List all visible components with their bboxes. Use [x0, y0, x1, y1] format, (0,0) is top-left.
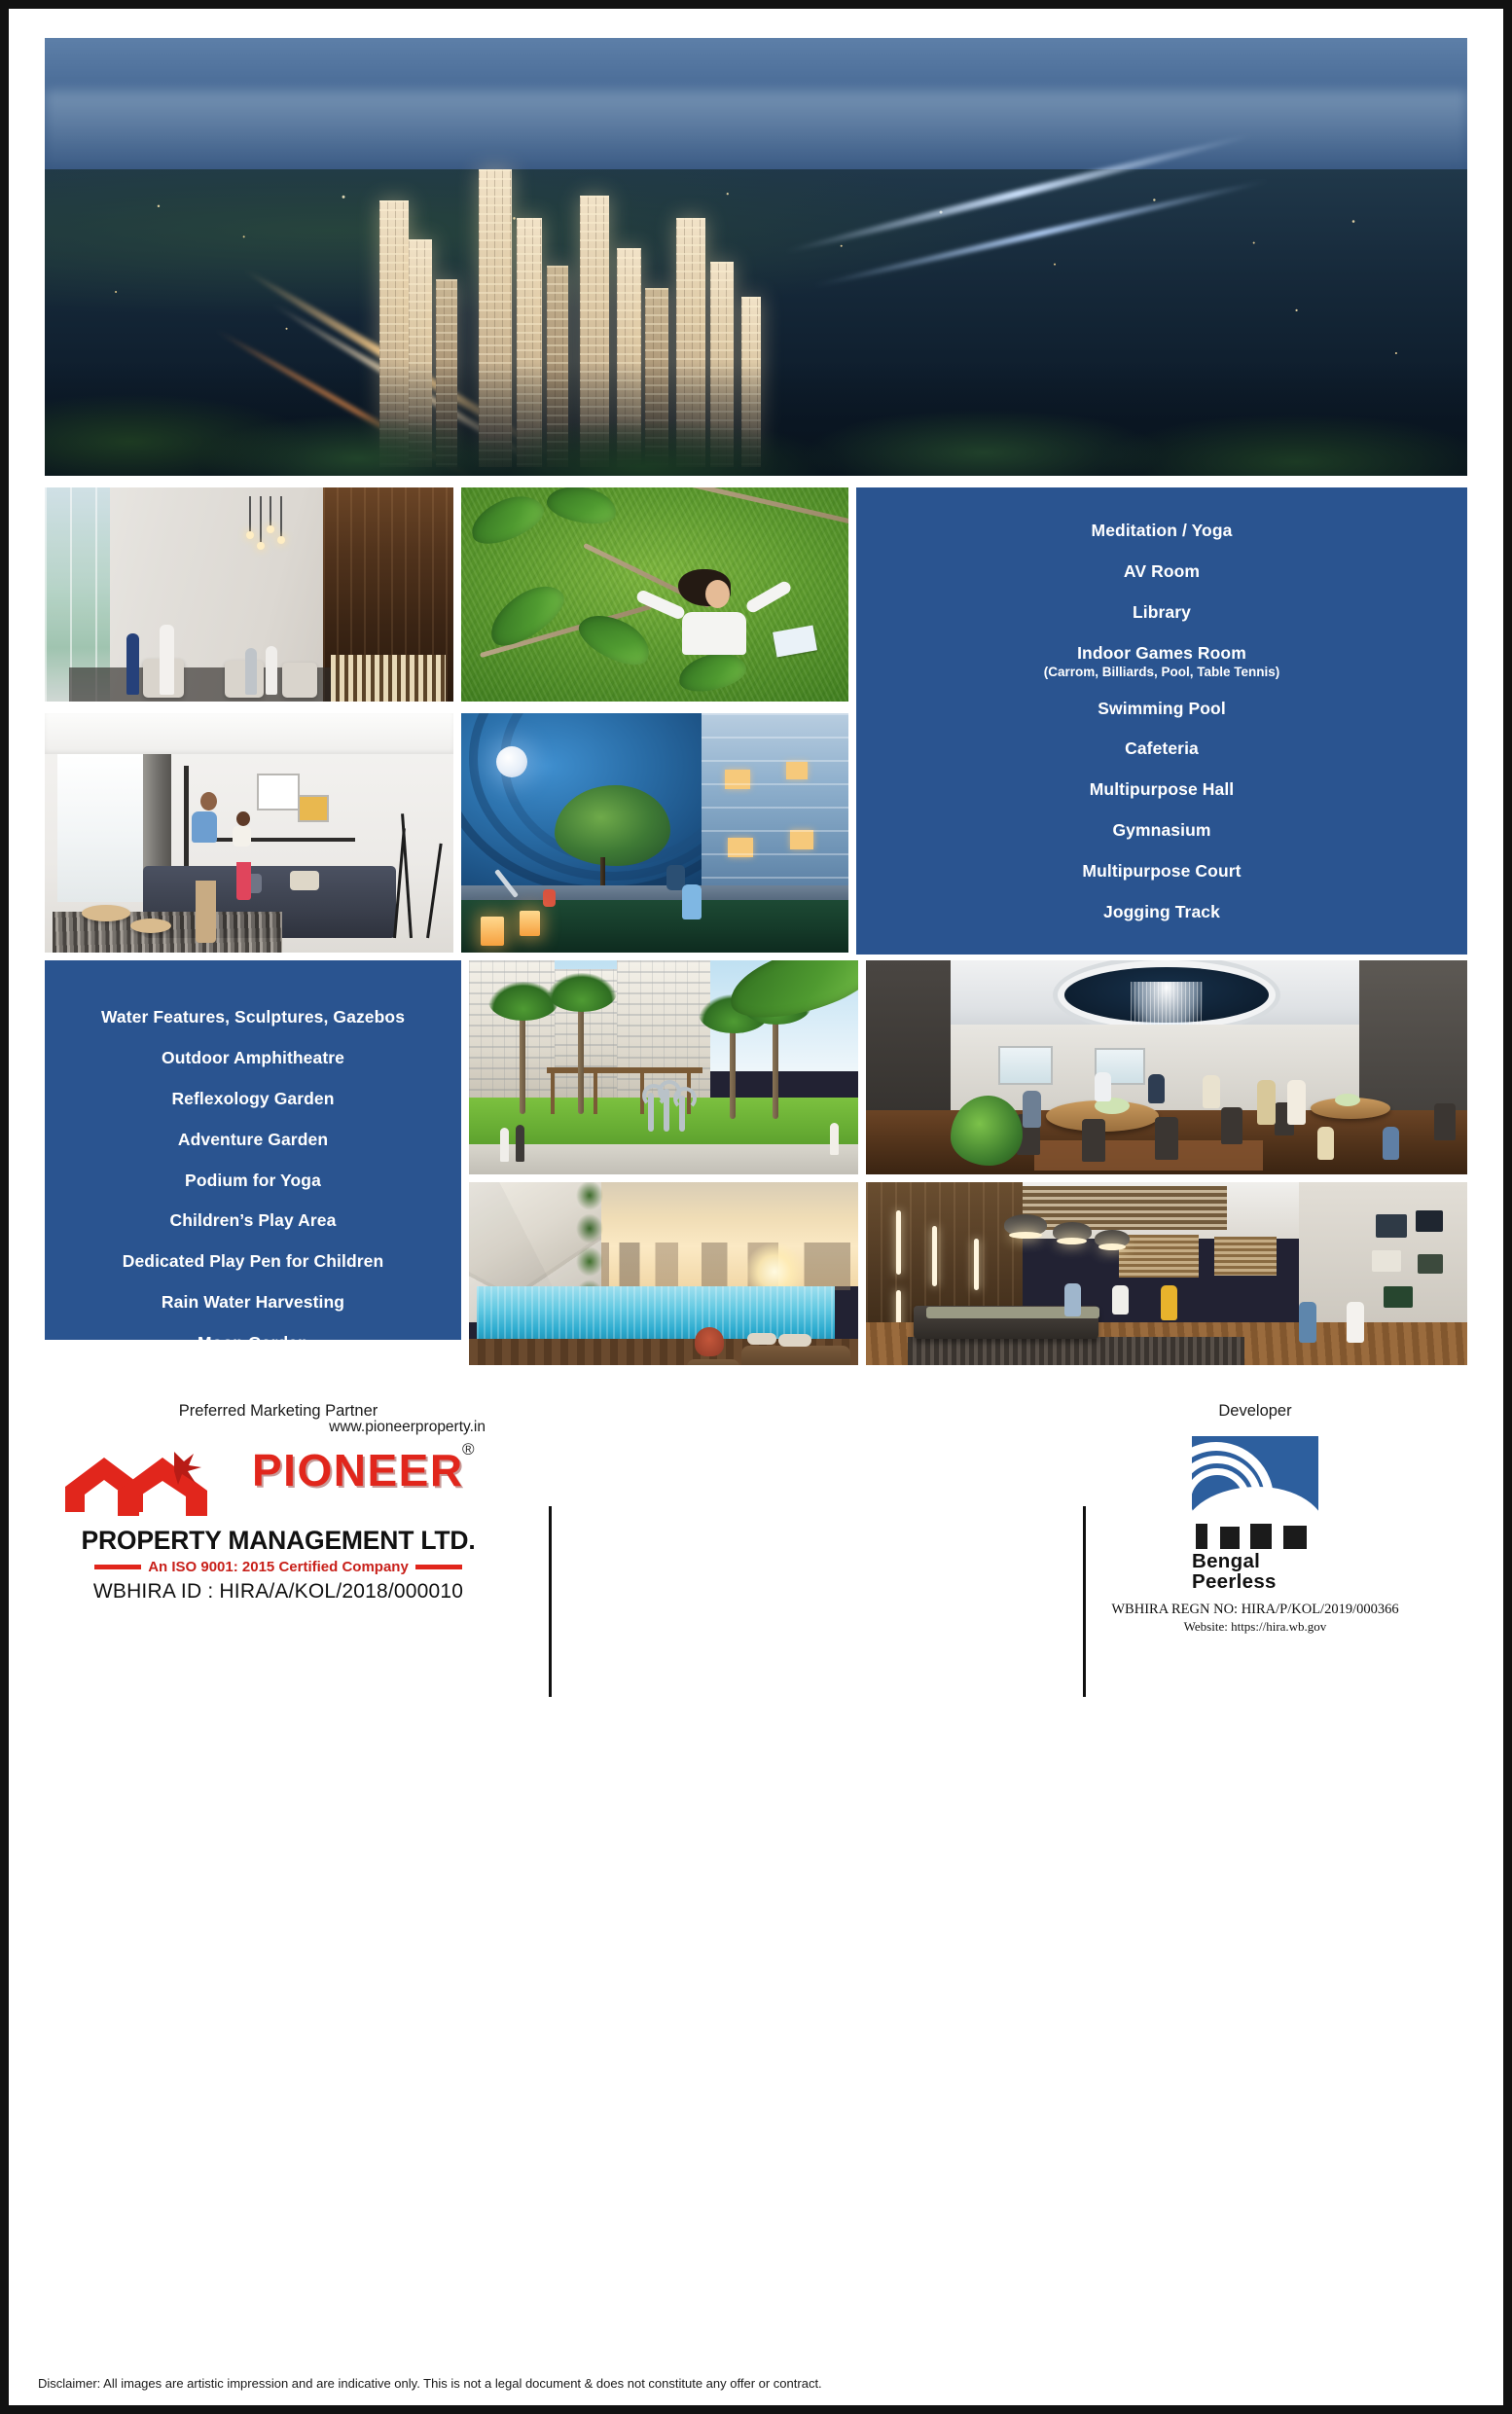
developer-label: Developer — [1218, 1402, 1292, 1420]
woman-on-lawn-image — [461, 487, 848, 702]
developer-block — [1046, 1402, 1464, 1635]
amenity-item: Gymnasium — [1112, 820, 1211, 841]
amenity-item: Indoor Games Room — [1077, 642, 1246, 663]
pioneer-hira-id: WBHIRA ID : HIRA/A/KOL/2018/000010 — [92, 1580, 464, 1603]
amenity-item: Water Features, Sculptures, Gazebos — [100, 1007, 406, 1027]
amenity-item: Reflexology Garden — [171, 1088, 335, 1108]
hero-aerial-night-view — [45, 38, 1467, 476]
bengal-peerless-blocks-icon — [1196, 1524, 1314, 1549]
pioneer-iso-text: An ISO 9001: 2015 Certified Company — [148, 1559, 409, 1575]
pioneer-website: www.pioneerproperty.in — [329, 1419, 486, 1435]
amenity-item: Children’s Play Area — [169, 1210, 337, 1231]
amenity-item: Library — [1132, 601, 1192, 622]
bp-brand-line1: Bengal — [1192, 1550, 1261, 1572]
pioneer-trademark-icon: ® — [462, 1440, 475, 1459]
iso-bar-left — [94, 1565, 141, 1569]
marketing-partner-block — [40, 1402, 517, 1603]
swimming-pool-image — [469, 1182, 858, 1383]
footer-divider-left — [549, 1506, 552, 1697]
pioneer-wordmark: PIONEER — [252, 1445, 464, 1495]
developer-regn-number: WBHIRA REGN NO: HIRA/P/KOL/2019/000366 — [1111, 1602, 1399, 1617]
disclaimer-text: Disclaimer: All images are artistic impression and are indicative only. This is not a legal document & does not constitute any offer or contract. — [38, 2375, 822, 2391]
amenity-item: Cafeteria — [1125, 739, 1199, 759]
developer-website: Website: https://hira.wb.gov — [1183, 1619, 1327, 1634]
living-room-image — [45, 713, 453, 953]
amenity-item: Moon Garden — [198, 1333, 308, 1352]
pioneer-house-icon — [61, 1452, 252, 1520]
indoor-games-room-image — [866, 1182, 1467, 1383]
lobby-lounge-image — [45, 487, 453, 702]
amenity-item-sub: (Carrom, Billiards, Pool, Table Tennis) — [1043, 664, 1280, 679]
bengal-peerless-mark-icon — [1192, 1436, 1318, 1520]
indoor-amenities-panel — [856, 487, 1467, 955]
amenity-item: AV Room — [1123, 560, 1201, 581]
amenity-item: Dedicated Play Pen for Children — [122, 1251, 384, 1272]
moon-garden-night-image — [461, 713, 848, 953]
amenity-item-group — [1044, 643, 1280, 679]
iso-bar-right — [415, 1565, 462, 1569]
indoor-amenities-list — [856, 487, 1467, 923]
pioneer-iso-row — [40, 1559, 517, 1575]
landscaped-garden-image — [469, 960, 858, 1174]
amenity-item: Jogging Track — [1103, 901, 1220, 921]
bengal-peerless-wordmark — [1192, 1551, 1318, 1592]
amenity-item: Rain Water Harvesting — [161, 1292, 345, 1313]
banquet-hall-image — [866, 960, 1467, 1174]
outdoor-amenities-panel — [45, 960, 461, 1352]
bp-brand-line2: Peerless — [1192, 1570, 1277, 1594]
disclaimer-bar — [9, 2360, 1503, 2405]
amenity-item: Meditation / Yoga — [1091, 521, 1233, 540]
amenity-item: Adventure Garden — [177, 1129, 329, 1149]
pioneer-logo — [61, 1419, 495, 1524]
brochure-footer — [9, 1365, 1503, 2405]
bengal-peerless-logo — [1192, 1436, 1318, 1594]
amenity-item: Swimming Pool — [1098, 698, 1226, 718]
pioneer-subtitle: PROPERTY MANAGEMENT LTD. — [81, 1526, 476, 1555]
amenity-item: Outdoor Amphitheatre — [161, 1047, 344, 1067]
amenity-item: Podium for Yoga — [185, 1170, 321, 1190]
outdoor-amenities-list — [45, 960, 461, 1354]
amenity-item: Multipurpose Court — [1082, 861, 1242, 881]
marketing-partner-label: Preferred Marketing Partner — [178, 1402, 378, 1420]
amenity-item: Multipurpose Hall — [1089, 779, 1235, 800]
